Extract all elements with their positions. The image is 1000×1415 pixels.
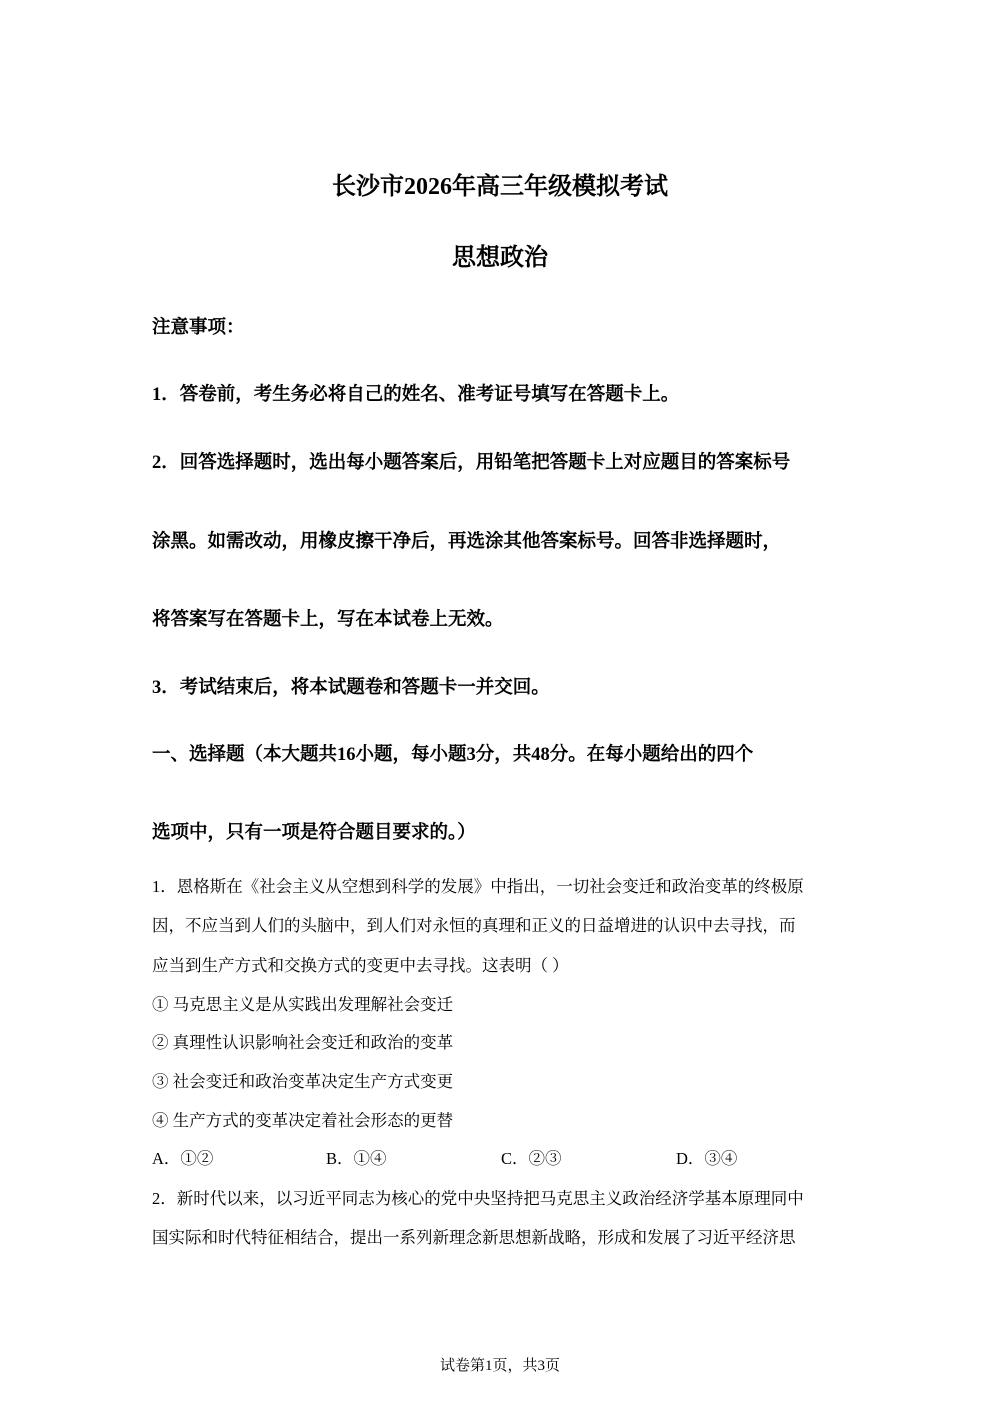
notice-line: 将答案写在答题卡上，写在本试卷上无效。 <box>152 610 504 630</box>
notice-line: 3．考试结束后，将本试题卷和答题卡一并交回。 <box>152 678 550 698</box>
notice-line: 涂黑。如需改动，用橡皮擦干净后，再选涂其他答案标号。回答非选择题时， <box>152 532 782 552</box>
notice-line: 2．回答选择题时，选出每小题答案后，用铅笔把答题卡上对应题目的答案标号 <box>152 453 791 473</box>
statement-item: ③ 社会变迁和政治变革决定生产方式变更 <box>152 1072 454 1091</box>
notice-heading: 注意事项： <box>152 318 245 338</box>
question-stem: 2．新时代以来，以习近平同志为核心的党中央坚持把马克思主义政治经济学基本原理同中 <box>152 1189 804 1208</box>
exam-title: 长沙市2026年高三年级模拟考试 <box>332 174 668 200</box>
question-stem: 因，不应当到人们的头脑中，到人们对永恒的真理和正义的日益增进的认识中去寻找，而 <box>152 916 796 935</box>
option-c: C．②③ <box>501 1149 562 1168</box>
option-a: A．①② <box>152 1149 214 1168</box>
statement-item: ④ 生产方式的变革决定着社会形态的更替 <box>152 1111 454 1130</box>
section-heading: 一、选择题（本大题共16小题，每小题3分，共48分。在每小题给出的四个 <box>152 745 754 765</box>
notice-line: 1．答卷前，考生务必将自己的姓名、准考证号填写在答题卡上。 <box>152 385 680 405</box>
question-stem: 国实际和时代特征相结合，提出一系列新理念新思想新战略，形成和发展了习近平经济思 <box>152 1228 796 1247</box>
statement-item: ② 真理性认识影响社会变迁和政治的变革 <box>152 1033 454 1052</box>
option-b: B．①④ <box>326 1149 387 1168</box>
subject-title: 思想政治 <box>452 245 548 271</box>
question-stem: 1．恩格斯在《社会主义从空想到科学的发展》中指出，一切社会变迁和政治变革的终极原 <box>152 877 804 896</box>
page-footer: 试卷第1页，共3页 <box>439 1358 560 1374</box>
section-heading: 选项中，只有一项是符合题目要求的。） <box>152 823 476 843</box>
statement-item: ① 马克思主义是从实践出发理解社会变迁 <box>152 995 454 1014</box>
option-d: D．③④ <box>676 1149 738 1168</box>
question-stem: 应当到生产方式和交换方式的变更中去寻找。这表明（ ） <box>152 956 569 975</box>
